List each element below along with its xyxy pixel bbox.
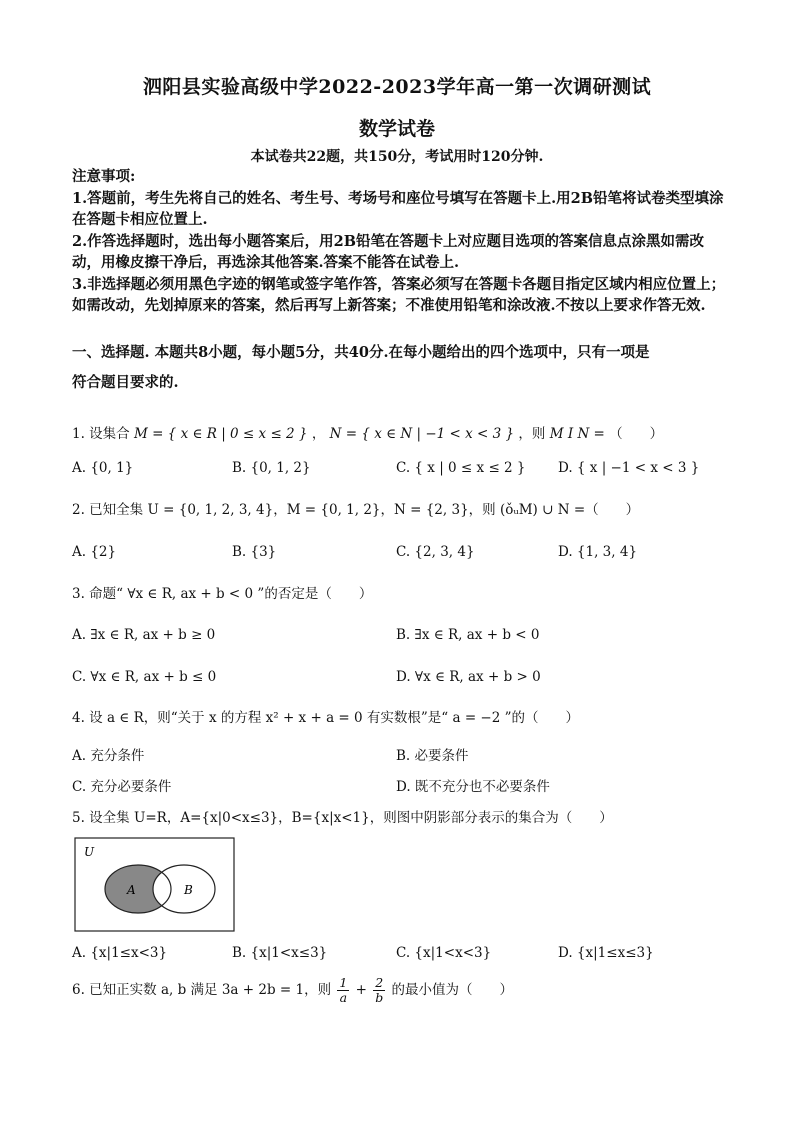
q6-frac1-den: a (339, 990, 348, 1005)
q1-prefix: 1. 设集合 (72, 426, 130, 442)
page-subtitle: 数学试卷 (358, 118, 435, 140)
q6-frac2-num: 2 (375, 975, 384, 990)
q5-option-d[interactable]: D. {x|1≤x≤3} (558, 945, 654, 961)
q4-option-d[interactable]: D. 既不充分也不必要条件 (396, 779, 550, 795)
q2-option-c[interactable]: C. {2, 3, 4} (396, 544, 475, 560)
q5-option-b[interactable]: B. {x|1<x≤3} (232, 945, 328, 961)
section-line-2: 符合题目要求的. (72, 374, 179, 391)
q1-sep: ， (311, 426, 326, 442)
question-4-stem: 4. 设 a ∈ R，则“关于 x 的方程 x² + x + a = 0 有实数根”是“ a = −2 ”的（ ） (72, 710, 580, 726)
venn-label-u: U (84, 845, 95, 859)
q6-frac1-num: 1 (339, 975, 348, 990)
q1-option-b[interactable]: B. {0, 1, 2} (232, 460, 311, 476)
question-5-stem: 5. 设全集 U=R，A={x|0<x≤3}，B={x|x<1}，则图中阴影部分表示的集合为（ ） (72, 810, 613, 826)
q4-option-b[interactable]: B. 必要条件 (396, 748, 469, 764)
question-2-stem: 2. 已知全集 U = {0, 1, 2, 3, 4}，M = {0, 1, 2}，N = {2, 3}，则 (ǒᵤM) ∪ N =（ ） (72, 502, 640, 518)
section-heading (72, 338, 727, 398)
question-3-stem: 3. 命题“ ∀x ∈ R, ax + b < 0 ”的否定是（ ） (72, 586, 373, 602)
note-item: 2.作答选择题时，选出每小题答案后，用2B铅笔在答题卡上对应题目选项的答案信息点涂黑如需改动，用橡皮擦干净后，再选涂其他答案.答案不能答在试卷上. (72, 232, 704, 271)
q6-fraction-1 (337, 976, 349, 1005)
q2-option-d[interactable]: D. {1, 3, 4} (558, 544, 638, 560)
exam-info: 本试卷共22题，共150分，考试用时120分钟. (250, 149, 544, 165)
q2-option-b[interactable]: B. {3} (232, 544, 277, 560)
q3-option-b[interactable]: B. ∃x ∈ R, ax + b < 0 (396, 627, 540, 643)
q1-set-n: N = { x ∈ N | −1 < x < 3 } (329, 426, 515, 442)
note-item: 1.答题前，考生先将自己的姓名、考生号、考场号和座位号填写在答题卡上.用2B铅笔将试卷类型填涂在答题卡相应位置上. (72, 189, 724, 228)
q4-option-a[interactable]: A. 充分条件 (72, 748, 145, 764)
q5-option-a[interactable]: A. {x|1≤x<3} (72, 945, 168, 961)
question-6-stem (72, 972, 513, 1008)
page-title: 泗阳县实验高级中学2022-2023学年高一第一次调研测试 (142, 76, 652, 98)
q1-end: （ ） (609, 426, 664, 442)
venn-diagram (74, 837, 236, 933)
notes-block (72, 166, 727, 317)
q6-prefix: 6. 已知正实数 a, b 满足 3a + 2b = 1，则 (72, 982, 332, 998)
q4-option-c[interactable]: C. 充分必要条件 (72, 779, 172, 795)
q1-expr: M I N = (549, 426, 605, 442)
q3-option-d[interactable]: D. ∀x ∈ R, ax + b > 0 (396, 669, 541, 685)
q6-fraction-2 (373, 976, 385, 1005)
q5-option-c[interactable]: C. {x|1<x<3} (396, 945, 492, 961)
q1-set-m: M = { x ∈ R | 0 ≤ x ≤ 2 } (133, 426, 308, 442)
q2-option-a[interactable]: A. {2} (72, 544, 117, 560)
q1-option-c[interactable]: C. { x | 0 ≤ x ≤ 2 } (396, 460, 526, 476)
note-item: 3.非选择题必须用黑色字迹的钢笔或签字笔作答，答案必须写在答题卡各题目指定区域内相应位置上；如需改动，先划掉原来的答案，然后再写上新答案；不准使用铅笔和涂改液.不按以上要求作答无效. (72, 275, 726, 314)
notes-heading: 注意事项: (72, 168, 136, 185)
q3-option-a[interactable]: A. ∃x ∈ R, ax + b ≥ 0 (72, 627, 216, 643)
q6-frac2-den: b (375, 990, 384, 1005)
q1-option-d[interactable]: D. { x | −1 < x < 3 } (558, 460, 700, 476)
q3-option-c[interactable]: C. ∀x ∈ R, ax + b ≤ 0 (72, 669, 217, 685)
venn-label-a: A (127, 883, 136, 897)
question-1-stem (72, 424, 663, 444)
venn-label-b: B (184, 883, 193, 897)
q1-suffix: ，则 (518, 426, 546, 442)
q1-option-a[interactable]: A. {0, 1} (72, 460, 134, 476)
section-line-1: 一、选择题. 本题共8小题，每小题5分，共40分.在每小题给出的四个选项中，只有一项是 (72, 344, 650, 361)
q6-plus: + (355, 982, 367, 998)
q6-suffix: 的最小值为（ ） (391, 982, 513, 998)
